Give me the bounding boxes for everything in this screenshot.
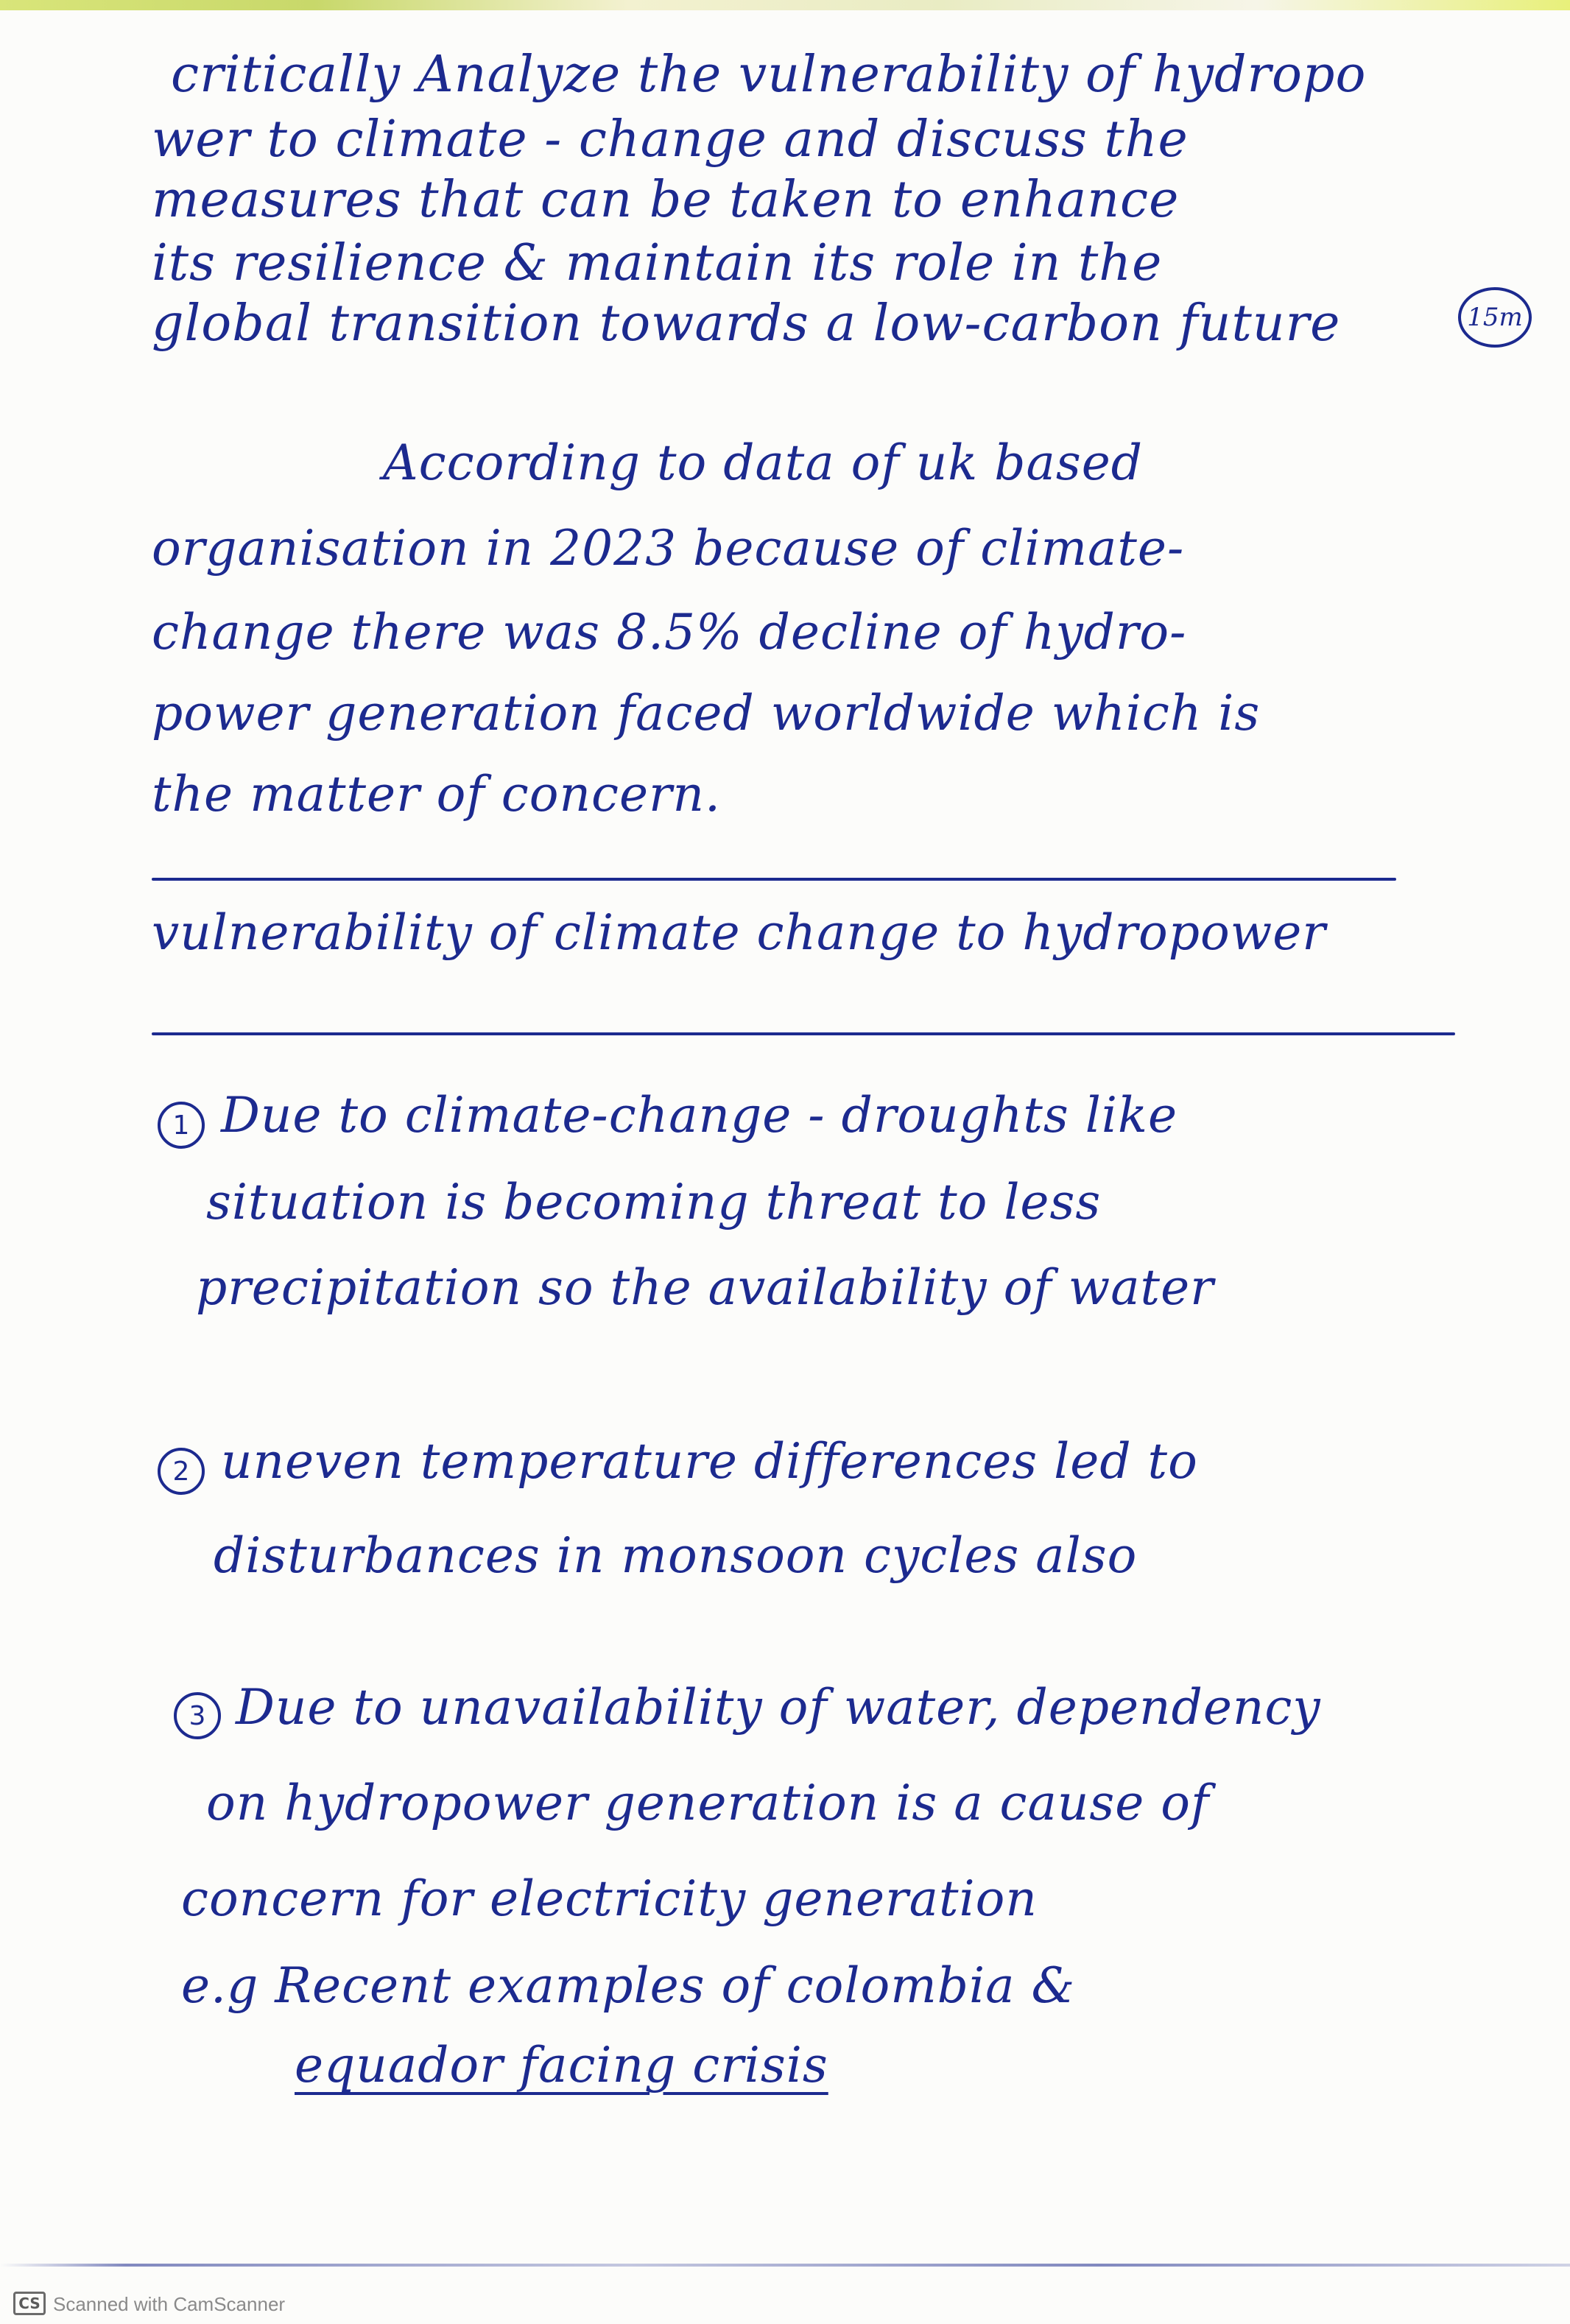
question-line-3: measures that can be taken to enhance bbox=[152, 171, 1180, 229]
intro-line-1: According to data of uk based bbox=[383, 434, 1144, 491]
camscanner-logo-icon: CS bbox=[13, 2292, 46, 2315]
question-line-2: wer to climate - change and discuss the bbox=[152, 110, 1189, 169]
point-3-line-1: Due to unavailability of water, dependency bbox=[236, 1679, 1321, 1736]
point-1-number: 1 bbox=[158, 1102, 205, 1149]
point-3-line-2: on hydropower generation is a cause of bbox=[206, 1775, 1210, 1831]
intro-line-4: power generation faced worldwide which is bbox=[152, 685, 1261, 742]
point-1-line-2: situation is becoming threat to less bbox=[206, 1174, 1102, 1230]
point-2-line-2: disturbances in monsoon cycles also bbox=[214, 1527, 1138, 1584]
point-3-line-4: e.g Recent examples of colombia & bbox=[181, 1957, 1076, 2014]
question-line-4: its resilience & maintain its role in the bbox=[152, 234, 1163, 292]
point-3-number: 3 bbox=[174, 1692, 221, 1739]
intro-line-2: organisation in 2023 because of climate- bbox=[152, 520, 1185, 577]
point-2-line-1: uneven temperature differences led to bbox=[221, 1433, 1198, 1490]
point-2-number: 2 bbox=[158, 1448, 205, 1495]
point-1-line-3: precipitation so the availability of water bbox=[196, 1259, 1214, 1316]
intro-line-5: the matter of concern. bbox=[152, 766, 722, 823]
footer-divider bbox=[0, 2264, 1570, 2267]
question-line-1: critically Analyze the vulnerability of hydropo bbox=[171, 46, 1367, 104]
point-3-line-3: concern for electricity generation bbox=[181, 1870, 1038, 1927]
camscanner-watermark: Scanned with CamScanner bbox=[53, 2293, 286, 2315]
heading-top-rule bbox=[152, 878, 1396, 881]
page-top-edge bbox=[0, 0, 1570, 10]
question-line-5: global transition towards a low-carbon future bbox=[152, 295, 1341, 353]
section-heading: vulnerability of climate change to hydropower bbox=[152, 904, 1326, 961]
point-1-line-1: Due to climate-change - droughts like bbox=[221, 1087, 1178, 1144]
point-3-line-5: equador facing crisis bbox=[295, 2037, 828, 2094]
marks-badge: 15m bbox=[1458, 287, 1532, 348]
heading-bottom-rule bbox=[152, 1032, 1455, 1035]
intro-line-3: change there was 8.5% decline of hydro- bbox=[152, 604, 1187, 661]
